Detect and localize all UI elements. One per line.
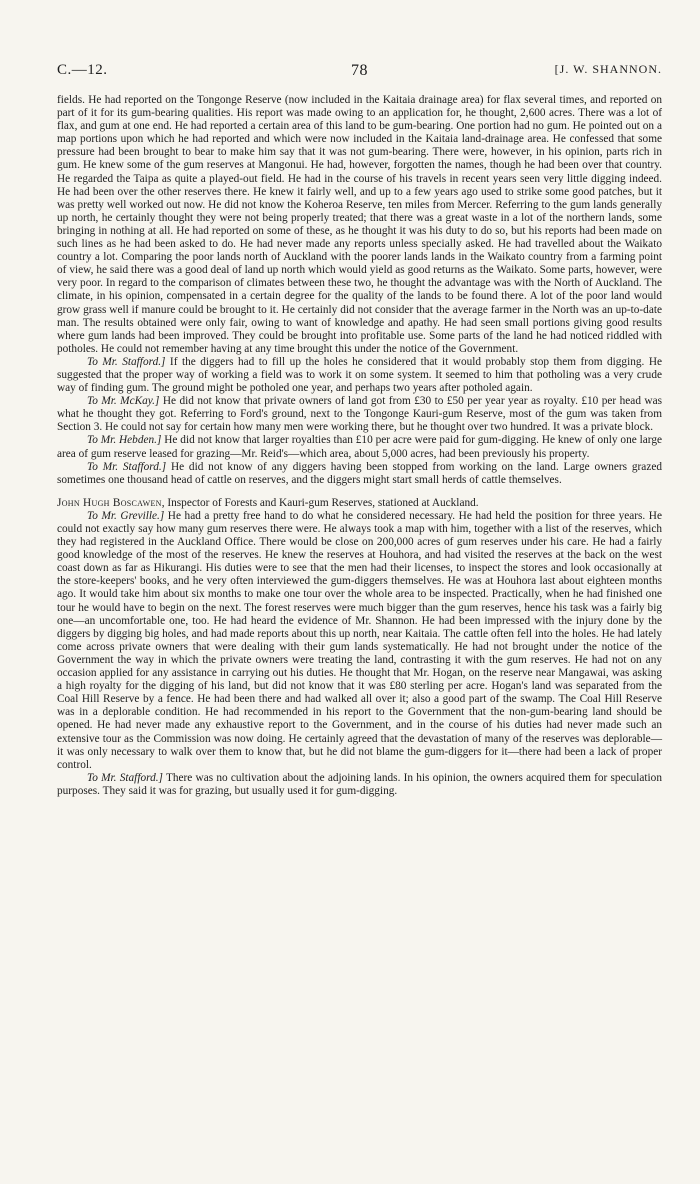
paragraph <box>57 395 662 434</box>
paragraph <box>57 461 662 487</box>
paragraph <box>57 510 662 772</box>
answer-text: If the diggers had to fill up the holes he considered that it would probably stop them from digging. He suggested that the proper way of working a field was to work it on some system. It seemed to him that potholing was a very crude way of finding gum. The ground might be potholed one year, and perhaps two years after potholed again. <box>57 355 662 395</box>
examiner: To Mr. Greville.] <box>87 509 165 522</box>
paragraph <box>57 434 662 460</box>
examiner: To Mr. Stafford.] <box>87 771 163 784</box>
answer-text: He did not know that private owners of land got from £30 to £50 per year year as royalty. £10 per head was what he thought they got. Referring to Ford's ground, next to the Tongonge Kauri-gum Reserve, most of the gum was taken from Section 3. He could not say for certain how many men were working there, but he thought over two hundred. It was a private block. <box>57 395 662 434</box>
examiner: To Mr. McKay.] <box>87 395 160 408</box>
paper-reference: C.—12. <box>57 62 108 78</box>
running-head-witness: [J. W. SHANNON. <box>554 62 662 76</box>
witness-heading <box>57 497 662 510</box>
examiner: To Mr. Stafford.] <box>87 460 167 473</box>
page-body <box>57 94 662 798</box>
answer-text: He had a pretty free hand to do what he considered necessary. He had held the position for three years. He could not exactly say how many gum reserves there were. He always took a map with him, together with a list of the reserves, which they had registered in the Auckland Office. There would be close on 200,000 acres of gum reserves under his care. He had a fairly good knowledge of the most of the reserves. He knew the reserves at Houhora, and had visited the reserves at the back on the west coast down as far as Hikurangi. His duties were to see that the men had their licenses, to inspect the stores and look occasionally at the store-keepers' books, and he very often interviewed the gum-diggers themselves. He was at Houhora last about eighteen months ago. It would take him about six months to make one tour over the whole area to be inspected. Practically, when he had finished one tour he would have to begin on the next. The forest reserves were much bigger than the gum reserves, hence his task was a fairly big one—an uncomfortable one, too. He had heard the evidence of Mr. Shannon. He had been impressed with the injury done by the diggers by digging big holes, and had made reports about this up north, near Kaitaia. The cattle often fell into the holes. He had lately come across private owners that were dealing with their gum lands systematically. He had not brought under the notice of the Government the way in which the private owners were treating the land, contrasting it with the gum reserves. He had not on any occasion applied for any assistance in carrying out his duties. He thought that Mr. Hogan, on the reserve near Mangawai, was asking a high royalty for the digging of his land, but did not know that it was £80 sterling per acre. Hogan's land was separated from the Coal Hill Reserve by a fence. He had been there and had walked all over it; also a good part of the swamp. The Coal Hill Reserve was in a deplorable condition. He had recommended in his report to the Government that the non-gum-bearing land should be opened. He had never made any exhaustive report to the Government, and in the course of his duties had never made such an extensive tour as the Commission was now doing. He certainly agreed that the devastation of many of the reserves was deplorable—it was only necessary to walk over them to know that, but he did not blame the gum-diggers for it—there had been a lack of proper control. <box>57 509 662 771</box>
answer-text: He did not know of any diggers having been stopped from working on the land. Large owners grazed sometimes one thousand head of cattle on reserves, and the diggers might start small herds of cattle themselves. <box>57 460 662 486</box>
paragraph <box>57 356 662 395</box>
answer-text: He did not know that larger royalties than £10 per acre were paid for gum-digging. He knew of only one large area of gum reserve leased for grazing—Mr. Reid's—which area, about 5,000 acres, had been previously his property. <box>57 434 662 460</box>
paragraph <box>57 772 662 798</box>
page-header <box>57 62 662 84</box>
examiner: To Mr. Hebden.] <box>87 434 162 447</box>
witness-title: , Inspector of Forests and Kauri-gum Reserves, stationed at Auckland. <box>161 496 479 509</box>
answer-text: There was no cultivation about the adjoining lands. In his opinion, the owners acquired them for speculation purposes. They said it was for grazing, but usually used it for gum-digging. <box>57 771 662 797</box>
page-number: 78 <box>351 62 368 79</box>
witness-name: John Hugh Boscawen <box>57 496 162 509</box>
paragraph: fields. He had reported on the Tongonge Reserve (now included in the Kaitaia drainage area) for flax several times, and reported on part of it for its gum-bearing qualities. His report was made owing to an application for, he thought, 2,600 acres. There was a lot of flax, and gum at one end. He had reported a certain area of this land to be gum-bearing. One portion had no gum. He pointed out on a map portions upon which he had reported and which were now included in the Kaitaia land-drainage area. He confessed that some pressure had been brought to bear to make him say that it was not gum-bearing. There were, however, in his opinion, parts rich in gum. He knew some of the gum reserves at Mangonui. He had, however, forgotten the names, though he had been over that country. He regarded the Taipa as quite a played-out field. He had in the course of his travels in recent years seen very little digging indeed. He had been over the other reserves there. He knew it fairly well, and up to a few years ago used to strike some good patches, but it was pretty well worked out now. He did not know the Koheroa Reserve, ten miles from Mercer. Referring to the gum lands generally up north, he certainly thought they were not being properly treated; that there was a great waste in a lot of the northern lands, some bringing in nothing at all. He had reported on some of these, as he thought it was his duty to do so, but his reports had been made on such lines as he had been asked to do. He had never made any reports unless specially asked. He had travelled about the Waikato country a lot. Comparing the poor lands north of Auckland with the poorer lands lands in the Waikato country from a farming point of view, he said there was a good deal of land up north which would yield as good returns as the Waikato. Some parts, however, were very poor. In regard to the comparison of climates between these two, he thought the advantage was with the North of Auckland. The climate, in his opinion, compensated in a certain degree for the quality of the lands to be found there. A lot of the poor land would grow grass well if manure could be brought to it. He certainly did not consider that the average farmer in the North was an up-to-date man. The results obtained were only fair, owing to want of knowledge and apathy. He had seen small portions giving good results where gum lands had been improved. They could be brought into profitable use. Some parts of the land he had noticed riddled with potholes. He could not remember having at any time brought this under the notice of the Government. <box>57 94 662 355</box>
examiner: To Mr. Stafford.] <box>87 355 166 368</box>
